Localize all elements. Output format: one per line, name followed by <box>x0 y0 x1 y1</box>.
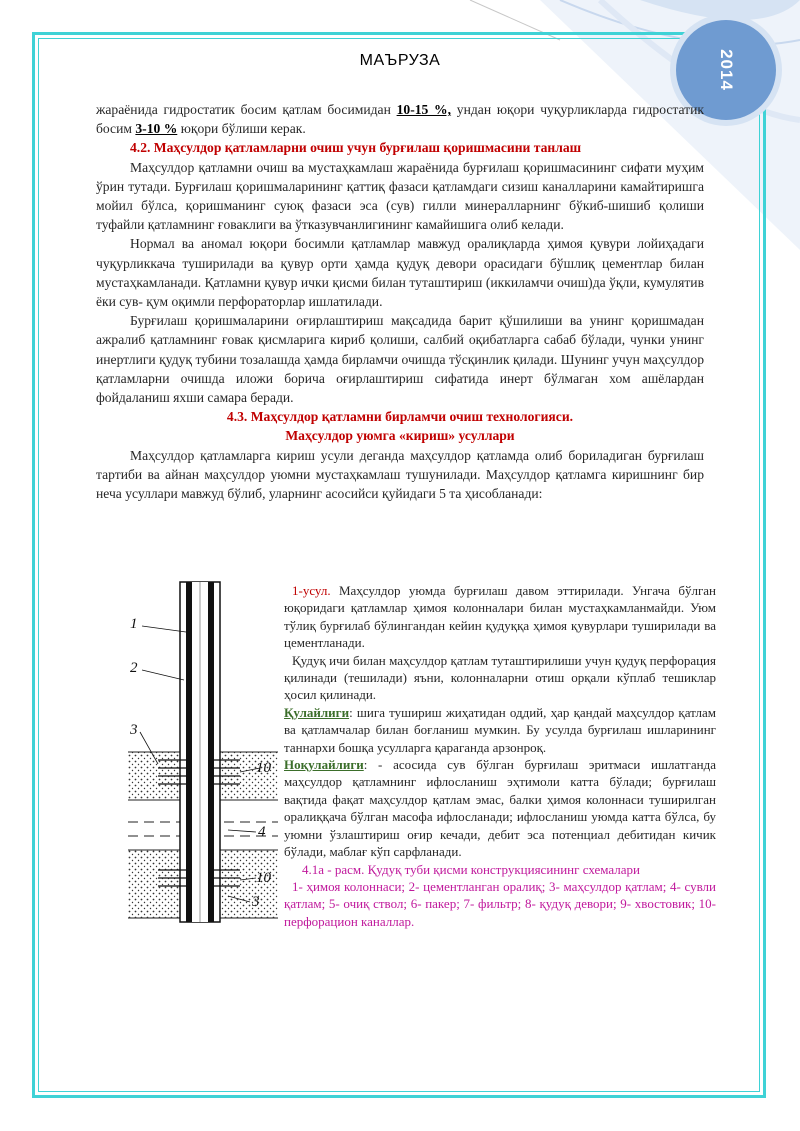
perforation-paragraph: Қудуқ ичи билан маҳсулдор қатлам туташтирилиши учун қудуқ перфорация қилинади (тешилади) яъни, колонналарни отиш орқали кўплаб тешиклар ҳосил қилинади. <box>284 652 716 703</box>
percent-range-1: 10-15 %, <box>396 102 452 117</box>
paragraph-1: Маҳсулдор қатламни очиш ва мустаҳкамлаш жараёнида бурғилаш қоришмасининг сифати муҳим ўрин тутади. Бурғилаш қоришмаларининг қаттиқ фазаси қатламдаги сизиш каналларини камайтиришга мойил бўлса, қоришманинг суюқ фазаси эса (сув) гилли минералларнинг бўкиб-шишиб қолиши туфайли қатламнинг ғоваклиги ва ўтказувчанлигининг камайишига олиб келади. <box>96 159 704 233</box>
advantages-paragraph: Қулайлиги: шига тушириш жиҳатидан оддий, ҳар қандай маҳсулдор қатлам ва қатламчалар билан боғланиш мумкин. Бу усулда бурғилаш ишларининг таннархи бошқа усулларга қараганда арзонроқ. <box>284 704 716 755</box>
figure-label-3-lower: 3 <box>252 894 260 910</box>
paragraph-2: Нормал ва аномал юқори босимли қатламлар мавжуд оралиқларда ҳимоя қувури лойиҳадаги чуқурликкача туширилади ва қувур орти ҳамда қудуқ девори орасидаги бўшлиқ цементлар билан мустаҳкамланади. Қатламни қувур ички қисми билан туташтириш (иккиламчи очиш)да ўқли, кумулятив ёки сув- қум оқимли перфораторлар ишлатилади. <box>96 236 704 310</box>
well-schematic-figure <box>128 580 278 945</box>
section-heading-4-3: 4.3. Маҳсулдор қатламни бирламчи очиш технологияси. <box>226 409 574 425</box>
figure-label-2: 2 <box>130 660 138 676</box>
section-subheading: Маҳсулдор уюмга «кириш» усуллари <box>285 428 515 444</box>
method-1-paragraph: 1-усул. Маҳсулдор уюмда бурғилаш давом эттирилади. Унгача бўлган юқоридаги қатламлар ҳимоя колонналари билан мустаҳкамланмайди. Уюм тўлиқ бурғилаб бўлингандан кейин қудуққа ҳимоя қувурлари туширилади ва цементланади. <box>284 583 716 651</box>
advantages-label: Қулайлиги <box>284 704 350 720</box>
percent-range-2: 3-10 % <box>135 121 178 137</box>
disadvantages-paragraph: Ноқулайлиги: - асосида сув бўлган бурғилаш эритмаси ишлатганда маҳсулдор қатламнинг ифлосланиш эҳтимоли катта бўлади; бурғилаш вақтида фақат маҳсулдор қатлам эмас, балки ҳимоя колоннаси туширилган оралиққача бўлган масофа ифлосланади; ифлосланиш уюмда катта бўлса, бу уюмни ўзлаштириш оғир кечади, дебит эса потенциал дебитидан кичик бўлади, маблағ кўп сарфланади. <box>284 757 716 860</box>
casing-right-wall <box>208 582 214 922</box>
figure-label-1: 1 <box>130 616 138 632</box>
figure-label-4: 4 <box>258 824 266 840</box>
figure-label-3-upper: 3 <box>130 722 138 738</box>
method-1-title: 1-усул. <box>292 583 331 598</box>
section-heading-4-2: 4.2. Маҳсулдор қатламларни очиш учун бурғилаш қоришмасини танлаш <box>130 140 582 156</box>
figure-legend: 1- ҳимоя колоннаси; 2- цементланган оралиқ; 3- маҳсулдор қатлам; 4- сувли қатлам; 5- очиқ ствол; 6- пакер; 7- фильтр; 8- қудуқ девори; 9- хвостовик; 10- перфорацион каналлар. <box>284 878 716 929</box>
casing-left-wall <box>186 582 192 922</box>
disadvantages-label: Ноқулайлиги <box>284 757 364 773</box>
method-description <box>284 582 716 930</box>
figure-caption: 4.1а - расм. Қудуқ туби қисми конструкциясининг схемалари <box>302 861 641 877</box>
figure-label-10-upper: 10 <box>256 760 271 776</box>
paragraph-continued: жараёнида гидростатик босим қатлам босимидан 10-15 %, ундан юқори чуқурликларда гидростатик босим 3-10 % юқори бўлиши керак. <box>96 102 704 137</box>
year-text: 2014 <box>716 49 736 91</box>
paragraph-4: Маҳсулдор қатламларга кириш усули деганда маҳсулдор қатламда олиб бориладиган бурғилаш тартиби ва айнан маҳсулдор уюмни мустаҳкамлаш тушунилади. Маҳсулдор қатламга киришнинг бир неча усуллари мавжуд бўлиб, уларнинг асосийси қуйидаги 5 та ҳисобланади: <box>96 447 704 502</box>
page-header-title: МАЪРУЗА <box>359 52 441 69</box>
paragraph-3: Бурғилаш қоришмаларини оғирлаштириш мақсадида барит қўшилиши ва унинг қоришмадан ажралиб қатламнинг ғовак қисмларига кириб қолиши, салбий оқибатларга сабаб бўлади, чунки унинг инертлиги қудуқ тубини тозалашда ҳамда бирламчи очишда тўсқинлик қилади. Шунинг учун маҳсулдор қатламларни очишда иложи борича оғирлаштириш сифатида инерт бўлмаган хом ашёлардан фойдаланиш яхши самара беради. <box>96 313 704 406</box>
main-text <box>96 100 704 503</box>
figure-label-10-lower: 10 <box>256 870 271 886</box>
